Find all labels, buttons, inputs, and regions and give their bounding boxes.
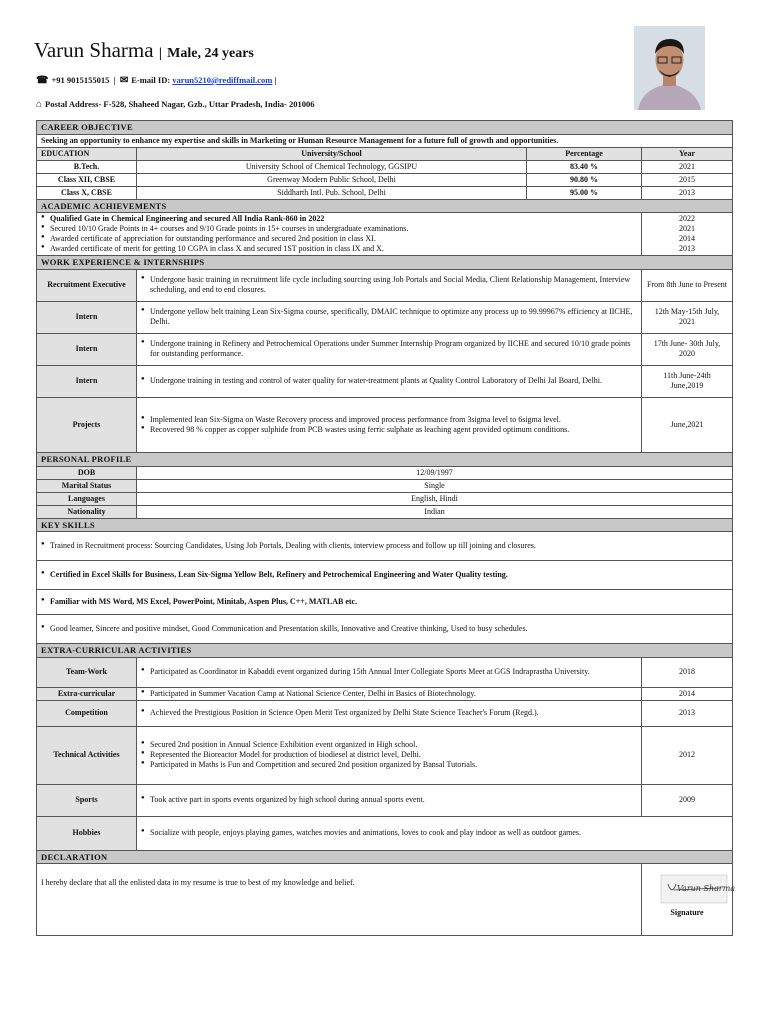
declaration-header <box>37 850 733 864</box>
table-cell: 95.00 % <box>527 186 642 199</box>
table-cell <box>37 590 733 615</box>
signature-script: Varun Sharma <box>677 884 736 894</box>
list-item: ● Participated in Summer Vacation Camp at National Science Center, Delhi in Basics of Biotechnology. <box>141 689 637 699</box>
table-cell: 2015 <box>642 173 733 186</box>
table-cell: WORK EXPERIENCE & INTERNSHIPS <box>37 256 733 270</box>
profile-row <box>37 479 733 492</box>
table-cell: Intern <box>37 301 137 333</box>
list-item: ● Secured 10/10 Grade Points in 4+ courses and 9/10 Grade points in 15+ courses in undergraduate examinations. <box>41 224 637 234</box>
table-cell <box>137 397 642 452</box>
list-item: 2022 <box>679 214 695 224</box>
table-cell: Recruitment Executive <box>37 269 137 301</box>
table-cell <box>137 365 642 397</box>
work-row <box>37 301 733 333</box>
gender-age: Male, 24 years <box>167 46 254 61</box>
list-item: ● Represented the Bioreactor Model for production of biodiesel at district level, Delhi. <box>141 750 637 760</box>
table-cell: Siddharth Intl. Pub. School, Delhi <box>137 186 527 199</box>
education-col-year: Year <box>642 147 733 160</box>
work-row <box>37 269 733 301</box>
list-item: 2014 <box>679 234 695 244</box>
list-item: ● Took active part in sports events organized by high school during annual sports event. <box>141 795 637 805</box>
list-item: ● Undergone training in testing and control of water quality for water-treatment plants at Quality Control Laboratory of Delhi Jal Board, Delhi. <box>141 376 637 386</box>
extra-row <box>37 657 733 687</box>
table-cell: Marital Status <box>37 479 137 492</box>
education-row <box>37 186 733 199</box>
table-cell: DECLARATION <box>37 850 733 864</box>
resume-table <box>36 120 736 936</box>
name-separator: | <box>158 46 162 61</box>
list-item: ● Achieved the Prestigious Position in Science Open Merit Test organized by Delhi State Science Teacher's Forum (Regd.). <box>141 708 637 718</box>
skill-row <box>37 561 733 590</box>
list-item: 2013 <box>679 244 695 254</box>
profile-row <box>37 492 733 505</box>
extra-row <box>37 784 733 816</box>
email-link[interactable]: varun5210@rediffmail.com <box>172 75 273 85</box>
skill-row <box>37 590 733 615</box>
extra-header <box>37 644 733 658</box>
table-cell: English, Hindi <box>137 492 733 505</box>
work-row <box>37 397 733 452</box>
signature-label: Signature <box>670 908 704 918</box>
profile-row <box>37 466 733 479</box>
contact-line: ☎ +91 9015155015 | ✉ E-mail ID: varun5210@rediffmail.com | <box>36 75 277 86</box>
table-cell: 2018 <box>642 657 733 687</box>
table-cell: Team-Work <box>37 657 137 687</box>
table-cell: PERSONAL PROFILE <box>37 452 733 466</box>
table-cell: EXTRA-CURRICULAR ACTIVITIES <box>37 644 733 658</box>
signature-cell <box>642 864 736 936</box>
phone-icon: ☎ <box>36 75 49 86</box>
education-header-row <box>37 147 733 160</box>
declaration-text: I hereby declare that all the enlisted data in my resume is true to best of my knowledge and belief. <box>37 864 642 936</box>
declaration-row <box>37 864 733 936</box>
list-item: ● Familiar with MS Word, MS Excel, PowerPoint, Minitab, Aspen Plus, C++, MATLAB etc. <box>41 597 728 607</box>
table-cell <box>137 700 642 726</box>
skills-header <box>37 518 733 532</box>
profile-header <box>37 452 733 466</box>
list-item: ● Implemented lean Six-Sigma on Waste Recovery process and improved process performance from 3sigma level to 6sigma level. <box>141 415 637 425</box>
list-item: ● Certified in Excel Skills for Business, Lean Six-Sigma Yellow Belt, Refinery and Petrochemical Engineering and Water Quality testing. <box>41 570 728 580</box>
list-item: ● Undergone training in Refinery and Petrochemical Operations under Summer Internship Program organized by IICHE and secured 10/10 grade points for outstanding performance. <box>141 339 637 359</box>
work-row <box>37 365 733 397</box>
table-cell: CAREER OBJECTIVE <box>37 121 733 135</box>
list-item: ● Recovered 98 % copper as copper sulphide from PCB wastes using ferric sulphate as leaching agent provided optimum conditions. <box>141 425 637 435</box>
list-item: ● Participated in Maths is Fun and Competition and secured 2nd position organized by Bansal Tutorials. <box>141 760 637 770</box>
mail-icon: ✉ <box>119 75 129 86</box>
table-cell: 90.80 % <box>527 173 642 186</box>
list-item: ● Socialize with people, enjoys playing games, watches movies and animations, loves to cook and play indoor as well as outdoor games. <box>141 828 728 838</box>
extra-row <box>37 726 733 784</box>
table-cell <box>137 269 642 301</box>
profile-row <box>37 505 733 518</box>
table-cell: 2021 <box>642 160 733 173</box>
achievements-header <box>37 199 733 213</box>
table-cell: Competition <box>37 700 137 726</box>
table-cell: Hobbies <box>37 816 137 850</box>
skill-row <box>37 615 733 644</box>
list-item: ● Secured 2nd position in Annual Science Exhibition event organized in High school. <box>141 740 637 750</box>
extra-row <box>37 687 733 700</box>
table-cell <box>137 301 642 333</box>
table-cell: From 8th June to Present <box>642 269 733 301</box>
table-cell: Nationality <box>37 505 137 518</box>
home-icon: ⌂ <box>36 99 43 110</box>
table-cell: Intern <box>37 333 137 365</box>
table-cell: KEY SKILLS <box>37 518 733 532</box>
table-cell <box>137 657 642 687</box>
table-cell: 83.40 % <box>527 160 642 173</box>
achievements-row <box>37 213 733 256</box>
table-cell: 12/09/1997 <box>137 466 733 479</box>
table-cell: 11th June-24th June,2019 <box>642 365 733 397</box>
table-cell: Technical Activities <box>37 726 137 784</box>
list-item: ● Good learner, Sincere and positive mindset, Good Communication and Presentation skills, Innovative and Creative thinking, Used to busy schedules. <box>41 624 728 634</box>
candidate-name: Varun Sharma <box>34 38 154 62</box>
list-item: ● Trained in Recruitment process: Sourcing Candidates, Using Job Portals, Dealing with clients, interview process and follow up till joining and closures. <box>41 541 728 551</box>
postal-address: Postal Address- F-528, Shaheed Nagar, Gzb., Uttar Pradesh, India- 201006 <box>45 99 315 109</box>
table-cell: Projects <box>37 397 137 452</box>
work-row <box>37 333 733 365</box>
list-item: ● Undergone basic training in recruitment life cycle including sourcing using Job Portals and Social Media, Client Relationship Management, Interview scheduling, and end to end closures. <box>141 275 637 295</box>
table-cell <box>137 726 642 784</box>
table-cell: 12th May-15th July, 2021 <box>642 301 733 333</box>
education-col-percentage: Percentage <box>527 147 642 160</box>
table-cell <box>37 561 733 590</box>
table-cell: Greenway Modern Public School, Delhi <box>137 173 527 186</box>
work-header <box>37 256 733 270</box>
email-label: E-mail ID: <box>131 75 171 85</box>
table-cell: Class X, CBSE <box>37 186 137 199</box>
table-cell: 2013 <box>642 700 733 726</box>
table-cell: Intern <box>37 365 137 397</box>
table-cell: ACADEMIC ACHIEVEMENTS <box>37 199 733 213</box>
phone-number: +91 9015155015 <box>51 75 110 85</box>
signature-image <box>660 874 736 904</box>
table-cell: Single <box>137 479 733 492</box>
table-cell <box>37 615 733 644</box>
list-item: ● Undergone yellow belt training Lean Six-Sigma course, specifically, DMAIC technique to optimize any process up to 99.99967% efficiency at IICHE, Delhi. <box>141 307 637 327</box>
list-item: ● Awarded certificate of appreciation for outstanding performance and secured 2nd position in class XI. <box>41 234 637 244</box>
education-row <box>37 160 733 173</box>
career-objective-row <box>37 134 733 147</box>
table-cell: 17th June- 30th July, 2020 <box>642 333 733 365</box>
table-cell: B.Tech. <box>37 160 137 173</box>
list-item: ● Participated as Coordinator in Kabaddi event organized during 15th Annual Inter Collegiate Sports Meet at GGS Indraprastha University. <box>141 667 637 677</box>
candidate-name-line <box>34 38 254 63</box>
table-cell <box>137 784 642 816</box>
list-item: 2021 <box>679 224 695 234</box>
table-cell: Indian <box>137 505 733 518</box>
career-objective-header <box>37 121 733 135</box>
table-cell: 2012 <box>642 726 733 784</box>
career-objective-text: Seeking an opportunity to enhance my expertise and skills in Marketing or Human Resource Management for a future full of growth and opportunities. <box>37 134 733 147</box>
extra-row <box>37 816 733 850</box>
achievements-list-cell <box>37 213 642 256</box>
list-item: ● Awarded certificate of merit for getting 10 CGPA in class X and secured 1ST position in class IX and X. <box>41 244 637 254</box>
education-row <box>37 173 733 186</box>
table-cell: Class XII, CBSE <box>37 173 137 186</box>
list-item: ● Qualified Gate in Chemical Engineering and secured All India Rank-860 in 2022 <box>41 214 637 224</box>
table-cell: 2013 <box>642 186 733 199</box>
education-title: EDUCATION <box>37 147 137 160</box>
skill-row <box>37 532 733 561</box>
table-cell: 2009 <box>642 784 733 816</box>
table-cell: Extra-curricular <box>37 687 137 700</box>
achievements-years <box>642 213 733 256</box>
extra-row <box>37 700 733 726</box>
table-cell: June,2021 <box>642 397 733 452</box>
table-cell <box>137 333 642 365</box>
table-cell: Languages <box>37 492 137 505</box>
table-cell: 2014 <box>642 687 733 700</box>
address-line <box>36 99 315 110</box>
table-cell: University School of Chemical Technology, GGSIPU <box>137 160 527 173</box>
education-col-school: University/School <box>137 147 527 160</box>
profile-photo <box>634 26 705 110</box>
table-cell <box>37 532 733 561</box>
table-cell: DOB <box>37 466 137 479</box>
table-cell: Sports <box>37 784 137 816</box>
table-cell <box>137 816 733 850</box>
table-cell <box>137 687 642 700</box>
